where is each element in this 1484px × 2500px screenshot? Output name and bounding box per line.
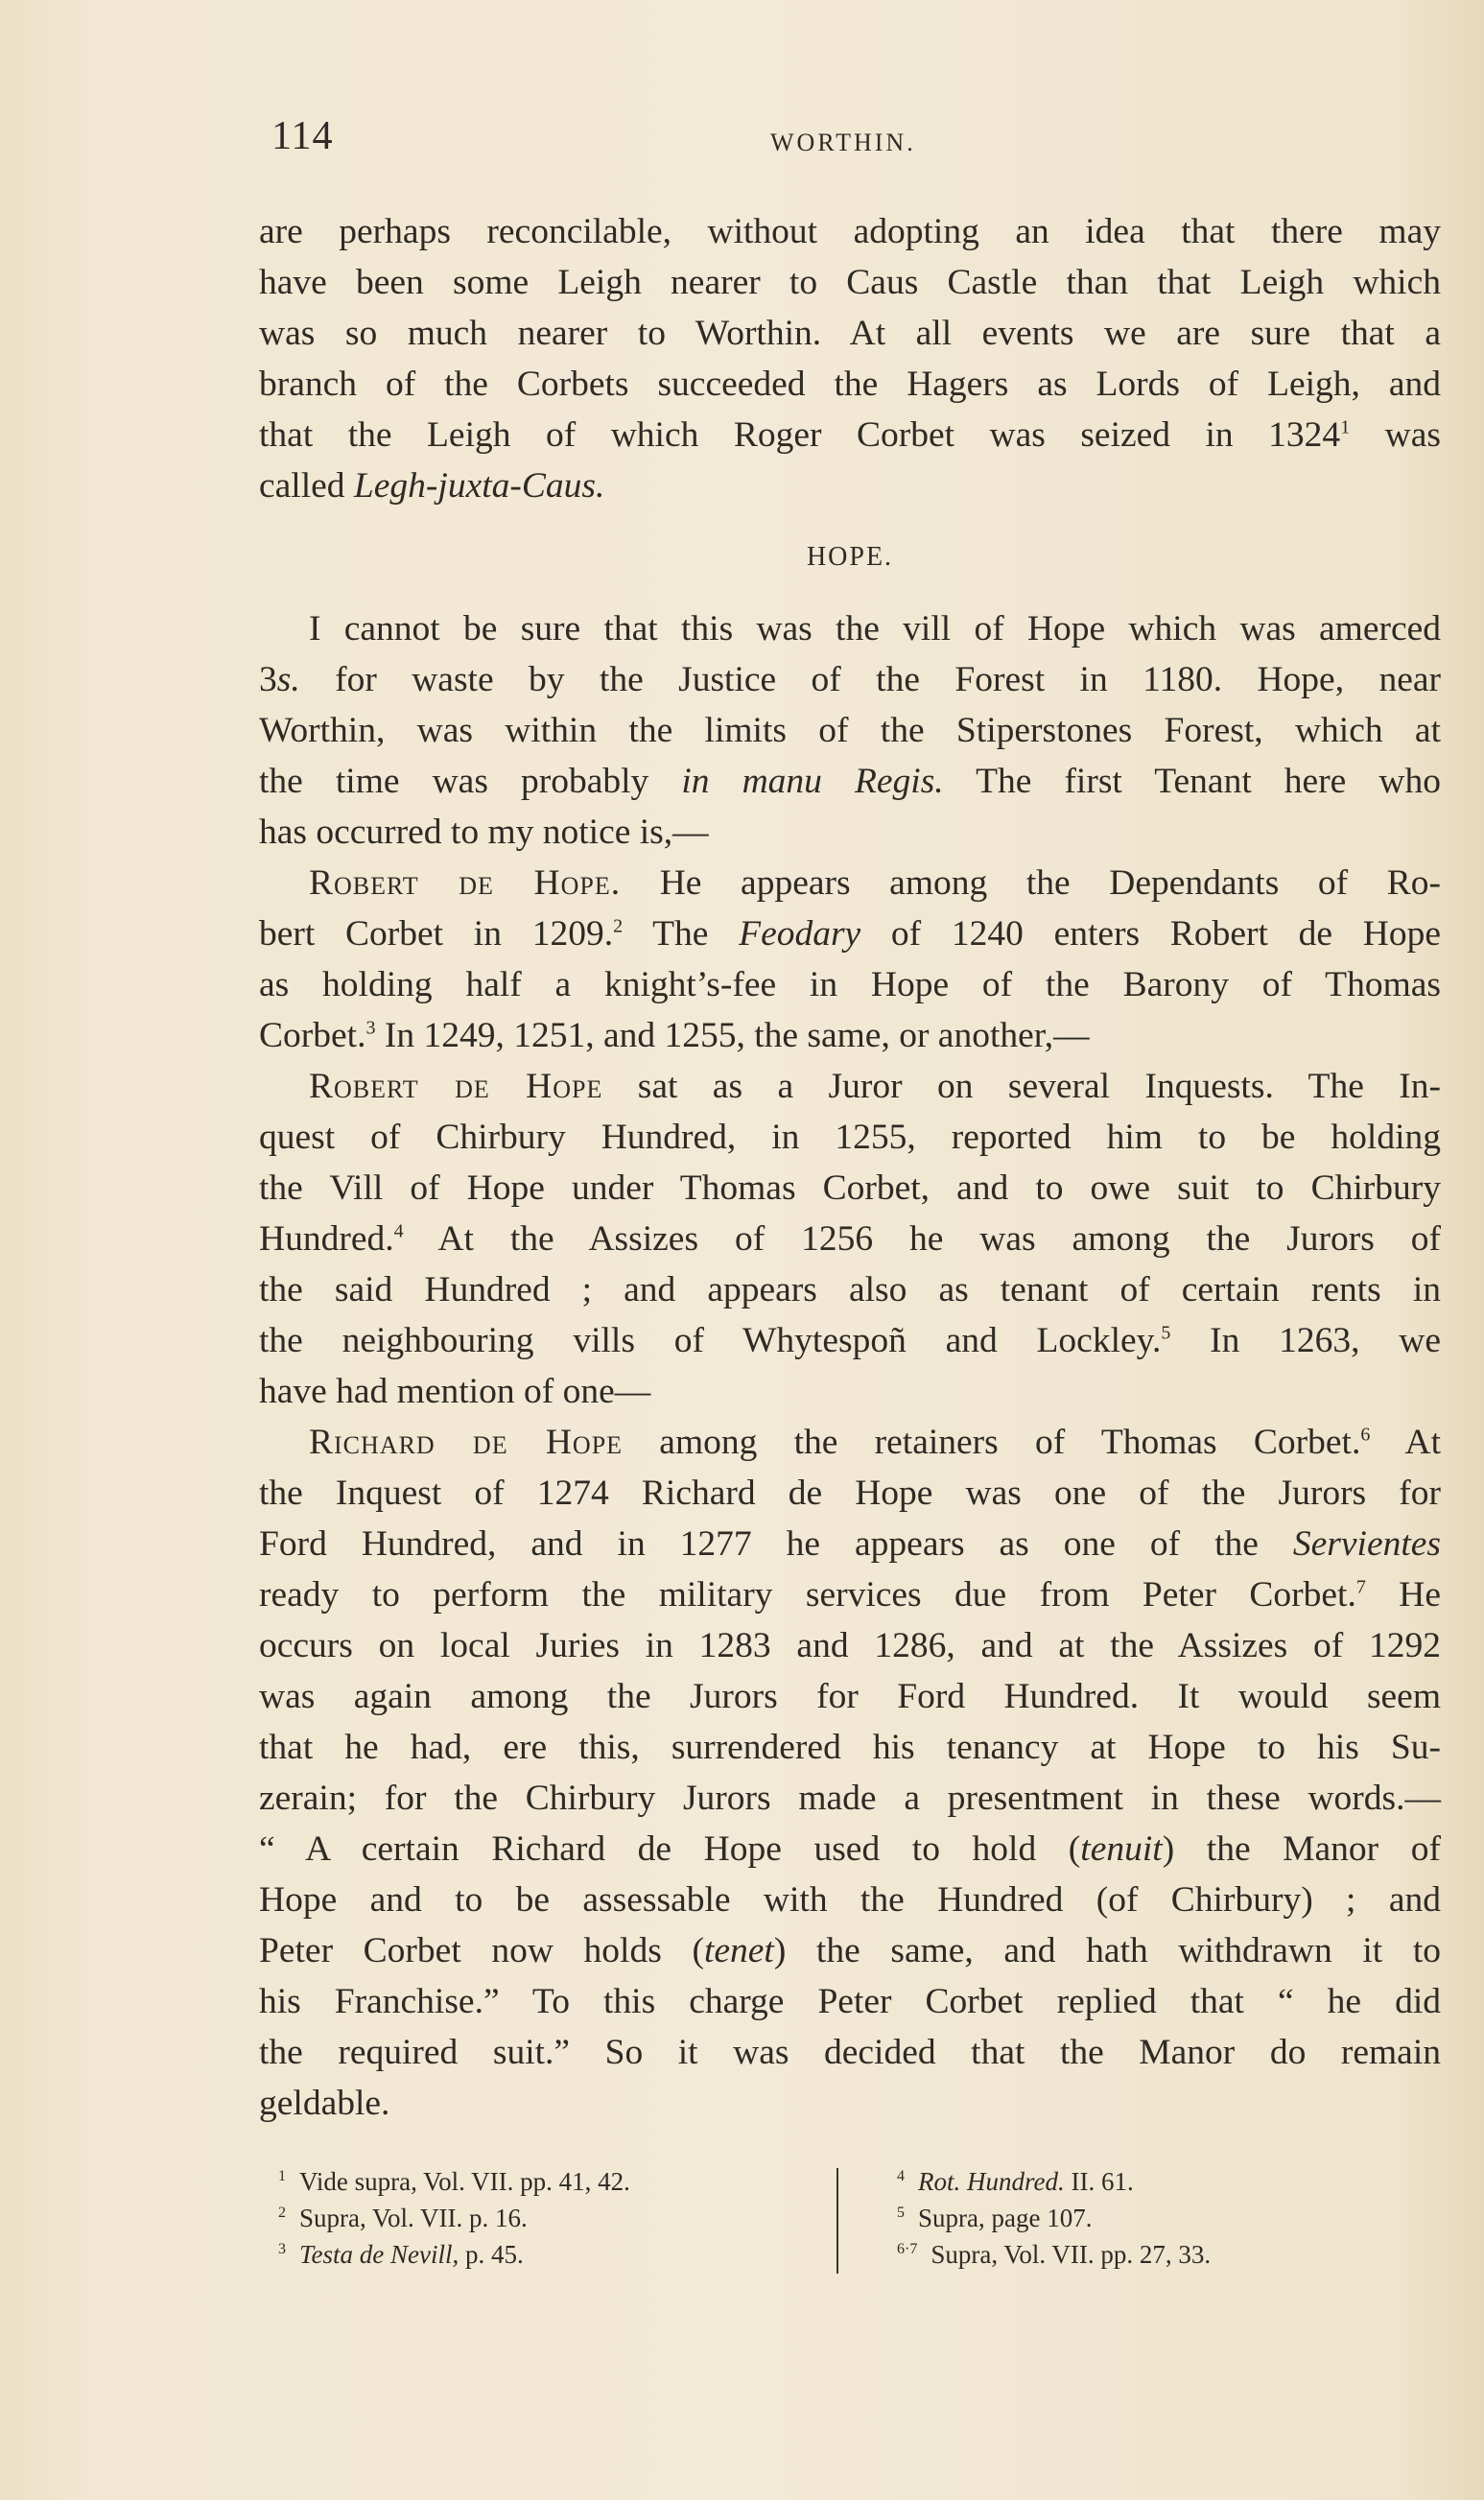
text-line: have been some Leigh nearer to Caus Castle than that Leigh which	[259, 263, 1441, 302]
footnote: $^{6\cdot 7}$ Supra, Vol. VII. pp. 27, 33.	[897, 2240, 1212, 2269]
text-line: Hope and to be assessable with the Hundred (of Chirbury) ; and	[259, 1880, 1441, 1920]
footnote-ref: 6	[1360, 1424, 1371, 1446]
text-line: the Inquest of 1274 Richard de Hope was one of the Jurors for	[259, 1474, 1441, 1513]
text-line: ready to perform the military services due from Peter Corbet.$^7$ He	[259, 1575, 1441, 1615]
text-line: are perhaps reconcilable, without adopting an idea that there may	[259, 212, 1441, 251]
tenant-name: Robert de Hope	[309, 1067, 603, 1106]
footnote-ref: 3	[365, 1017, 376, 1039]
tenant-name: Robert de Hope.	[309, 863, 622, 903]
text-line: the required suit.” So it was decided that the Manor do remain	[259, 2033, 1441, 2072]
text-line: I cannot be sure that this was the vill of Hope which was amerced	[309, 609, 1441, 649]
text-line: Hundred.$^4$ At the Assizes of 1256 he was among the Jurors of	[259, 1219, 1441, 1259]
text-line: the neighbouring vills of Whytespoñ and Lockley.$^5$ In 1263, we	[259, 1321, 1441, 1360]
text-line: 3s. for waste by the Justice of the Forest in 1180. Hope, near	[259, 660, 1441, 699]
text-line: Corbet.$^3$ In 1249, 1251, and 1255, the same, or another,—	[259, 1016, 1090, 1055]
tenant-name: Richard de Hope	[309, 1423, 624, 1462]
text-line: as holding half a knight’s-fee in Hope of the Barony of Thomas	[259, 965, 1441, 1004]
text-line: called Legh-juxta-Caus.	[259, 466, 605, 506]
text-line: the time was probably in manu Regis. The first Tenant here who	[259, 762, 1441, 801]
text-line: the Vill of Hope under Thomas Corbet, and to owe suit to Chirbury	[259, 1168, 1441, 1208]
footnote: $^5$ Supra, page 107.	[897, 2204, 1093, 2232]
text-line: Peter Corbet now holds (tenet) the same, and hath withdrawn it to	[259, 1931, 1441, 1970]
footnote-ref: 2	[613, 915, 624, 937]
text-line: occurs on local Juries in 1283 and 1286, and at the Assizes of 1292	[259, 1626, 1441, 1665]
running-title: WORTHIN.	[770, 129, 916, 156]
text-line: Richard de Hope among the retainers of Thomas Corbet.$^6$ At	[309, 1423, 1442, 1462]
footnote-divider	[836, 2168, 838, 2274]
footnote: $^2$ Supra, Vol. VII. p. 16.	[278, 2204, 528, 2232]
text-line: quest of Chirbury Hundred, in 1255, reported him to be holding	[259, 1118, 1441, 1157]
text-line: Robert de Hope sat as a Juror on several Inquests. The In-	[309, 1067, 1441, 1106]
footnote-ref: 7	[1355, 1576, 1366, 1598]
text-line: has occurred to my notice is,—	[259, 813, 709, 852]
section-heading: HOPE.	[806, 542, 894, 572]
text-line: Robert de Hope. He appears among the Dependants of Ro-	[309, 863, 1441, 903]
text-line: was so much nearer to Worthin. At all events we are sure that a	[259, 314, 1441, 353]
footnote-ref: 5	[1161, 1322, 1171, 1344]
text-line: bert Corbet in 1209.$^2$ The Feodary of 1240 enters Robert de Hope	[259, 914, 1441, 954]
body-text	[259, 206, 1441, 2129]
footnote-ref: 1	[1340, 416, 1351, 438]
page-number: 114	[271, 114, 334, 158]
text-line: his Franchise.” To this charge Peter Corbet replied that “ he did	[259, 1982, 1441, 2021]
text-line: Worthin, was within the limits of the Stiperstones Forest, which at	[259, 711, 1441, 750]
text-line: that he had, ere this, surrendered his tenancy at Hope to his Su-	[259, 1728, 1441, 1767]
footnote: $^1$ Vide supra, Vol. VII. pp. 41, 42.	[278, 2167, 630, 2196]
footnotes-right	[897, 2163, 1434, 2273]
text-line: that the Leigh of which Roger Corbet was seized in 1324$^1$ was	[259, 415, 1441, 455]
text-line: the said Hundred ; and appears also as tenant of certain rents in	[259, 1270, 1441, 1309]
running-head	[271, 113, 1442, 171]
footnote: $^4$ Rot. Hundred. II. 61.	[897, 2167, 1134, 2196]
text-line: was again among the Jurors for Ford Hundred. It would seem	[259, 1677, 1441, 1716]
footnote: $^3$ Testa de Nevill, p. 45.	[278, 2240, 524, 2269]
text-line: have had mention of one—	[259, 1372, 651, 1411]
text-line: zerain; for the Chirbury Jurors made a presentment in these words.—	[259, 1779, 1441, 1818]
text-line: branch of the Corbets succeeded the Hagers as Lords of Leigh, and	[259, 365, 1441, 404]
footnotes-left	[278, 2163, 815, 2273]
text-line: Ford Hundred, and in 1277 he appears as one of the Servientes	[259, 1524, 1441, 1564]
text-line: “ A certain Richard de Hope used to hold (tenuit) the Manor of	[259, 1829, 1441, 1869]
footnote-ref: 4	[393, 1220, 404, 1242]
text-line: geldable.	[259, 2084, 390, 2123]
